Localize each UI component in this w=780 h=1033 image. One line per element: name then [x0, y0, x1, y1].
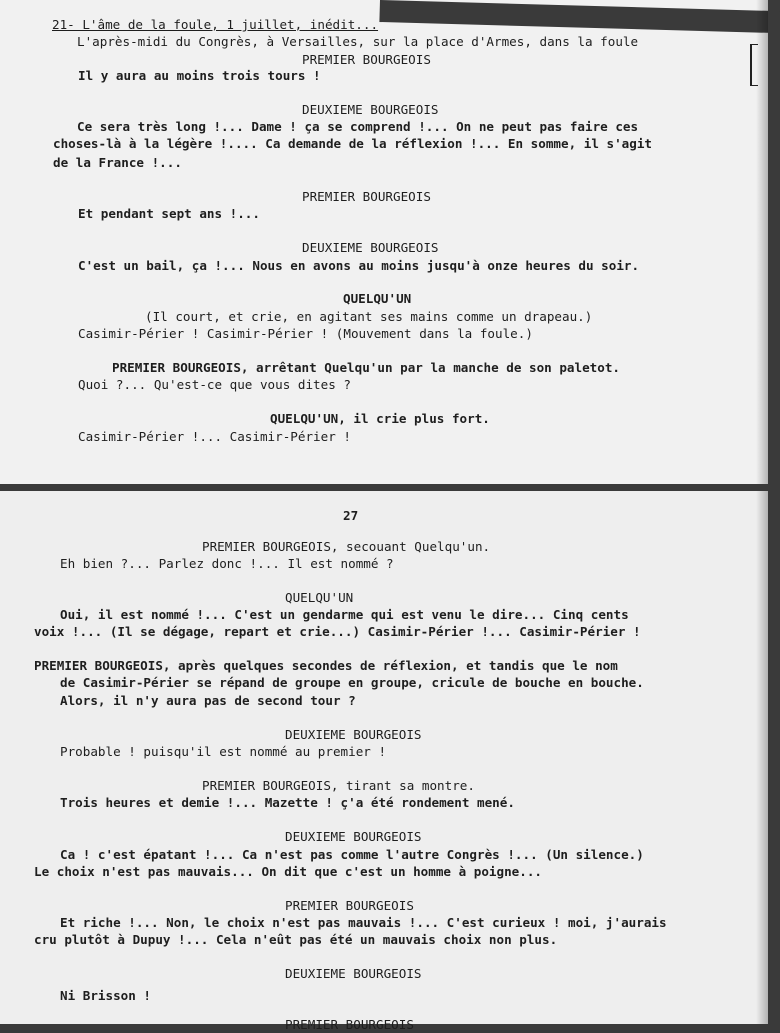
stage-direction: L'après-midi du Congrès, à Versailles, sur la place d'Armes, dans la foule: [77, 34, 639, 49]
speaker-name: PREMIER BOURGEOIS, arrêtant Quelqu'un par la manche de son paletot.: [112, 360, 620, 375]
speaker-name: DEUXIEME BOURGEOIS: [302, 240, 439, 255]
dialogue-line: Casimir-Périer !... Casimir-Périer !: [78, 429, 351, 444]
dialogue-line: cru plutôt à Dupuy !... Cela n'eût pas été un mauvais choix non plus.: [34, 932, 558, 947]
speaker-name: QUELQU'UN: [343, 291, 412, 306]
speaker-name: DEUXIEME BOURGEOIS: [285, 727, 422, 742]
dialogue-line: choses-là à la légère !.... Ca demande de la réflexion !... En somme, il s'agit: [53, 136, 652, 151]
dialogue-line: Eh bien ?... Parlez donc !... Il est nommé ?: [60, 556, 394, 571]
dialogue-line: Quoi ?... Qu'est-ce que vous dites ?: [78, 377, 351, 392]
dialogue-line: Il y aura au moins trois tours !: [78, 68, 321, 83]
dialogue-line: de la France !...: [53, 155, 182, 170]
dialogue-line: voix !... (Il se dégage, repart et crie...) Casimir-Périer !... Casimir-Périer !: [34, 624, 641, 639]
speaker-name: QUELQU'UN, il crie plus fort.: [270, 411, 490, 426]
speaker-name: DEUXIEME BOURGEOIS: [302, 102, 439, 117]
dialogue-line: Oui, il est nommé !... C'est un gendarme qui est venu le dire... Cinq cents: [60, 607, 629, 622]
torn-corner: [379, 0, 779, 33]
dialogue-line: Ce sera très long !... Dame ! ça se comprend !... On ne peut pas faire ces: [77, 119, 639, 134]
page-number: 27: [343, 508, 359, 523]
stage-direction: (Il court, et crie, en agitant ses mains comme un drapeau.): [145, 309, 593, 324]
speaker-name: PREMIER BOURGEOIS, tirant sa montre.: [202, 778, 475, 793]
typescript-page-bottom: [0, 491, 768, 1032]
dialogue-line: Le choix n'est pas mauvais... On dit que c'est un homme à poigne...: [34, 864, 542, 879]
speaker-name: DEUXIEME BOURGEOIS: [285, 966, 422, 981]
stage-direction: de Casimir-Périer se répand de groupe en groupe, cricule de bouche en bouche.: [60, 675, 644, 690]
dialogue-line: Et pendant sept ans !...: [78, 206, 260, 221]
speaker-name: PREMIER BOURGEOIS, après quelques secondes de réflexion, et tandis que le nom: [34, 658, 618, 673]
document-heading: 21- L'âme de la foule, 1 juillet, inédit...: [52, 17, 379, 32]
speaker-name: PREMIER BOURGEOIS: [302, 52, 431, 67]
speaker-name: QUELQU'UN: [285, 590, 354, 605]
dialogue-line: Probable ! puisqu'il est nommé au premier !: [60, 744, 387, 759]
dialogue-line: Trois heures et demie !... Mazette ! ç'a été rondement mené.: [60, 795, 515, 810]
speaker-name: DEUXIEME BOURGEOIS: [285, 829, 422, 844]
dialogue-line: Et riche !... Non, le choix n'est pas mauvais !... C'est curieux ! moi, j'aurais: [60, 915, 667, 930]
page-edge-shadow: [756, 491, 768, 1024]
speaker-name-cut-off: PREMIER BOURGEOIS: [285, 1017, 414, 1032]
dialogue-line: Alors, il n'y aura pas de second tour ?: [60, 693, 356, 708]
dialogue-line: Casimir-Périer ! Casimir-Périer ! (Mouvement dans la foule.): [78, 326, 533, 341]
dialogue-line: Ca ! c'est épatant !... Ca n'est pas comme l'autre Congrès !... (Un silence.): [60, 847, 644, 862]
dialogue-line: Ni Brisson !: [60, 988, 151, 1003]
speaker-name: PREMIER BOURGEOIS: [302, 189, 431, 204]
speaker-name: PREMIER BOURGEOIS, secouant Quelqu'un.: [202, 539, 491, 554]
typescript-page-top: [0, 0, 768, 484]
page-edge-shadow: [756, 0, 768, 484]
speaker-name: PREMIER BOURGEOIS: [285, 898, 414, 913]
dialogue-line: C'est un bail, ça !... Nous en avons au moins jusqu'à onze heures du soir.: [78, 258, 640, 273]
